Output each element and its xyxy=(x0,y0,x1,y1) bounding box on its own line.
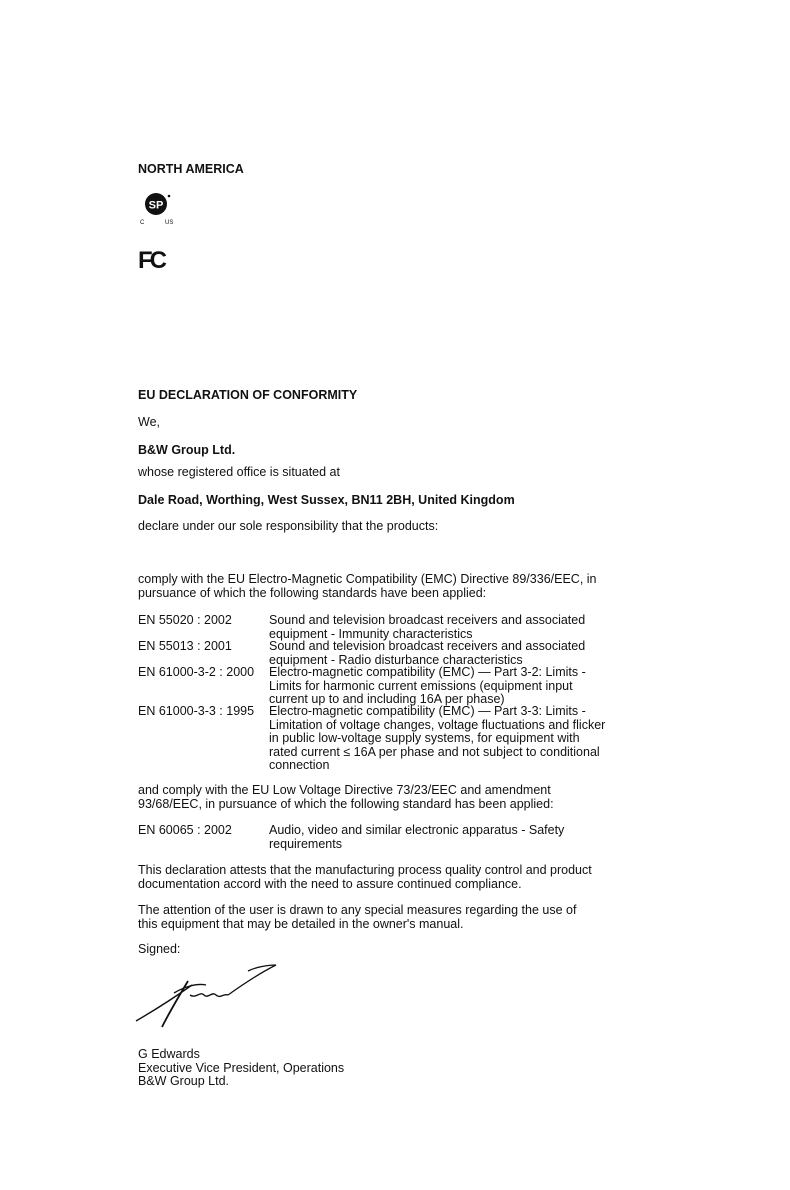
standard-code: EN 60065 : 2002 xyxy=(138,823,232,837)
company-address: Dale Road, Worthing, West Sussex, BN11 2BH, United Kingdom xyxy=(138,493,515,507)
standard-row xyxy=(138,705,638,773)
emc-paragraph xyxy=(138,573,597,600)
attention-paragraph xyxy=(138,904,576,931)
standard-description: Sound and television broadcast receivers and associated equipment - Radio disturbance characteristics xyxy=(269,639,586,667)
lvd-paragraph-line: 93/68/EEC, in pursuance of which the following standard has been applied: xyxy=(138,796,554,811)
eu-declaration-heading: EU DECLARATION OF CONFORMITY xyxy=(138,388,358,402)
standard-description: Sound and television broadcast receivers and associated equipment - Immunity characteristics xyxy=(269,613,586,641)
csa-c-mark: C xyxy=(140,220,145,226)
company-name: B&W Group Ltd. xyxy=(138,443,236,457)
office-intro: whose registered office is situated at xyxy=(138,465,340,479)
standard-row xyxy=(138,614,638,642)
attest-paragraph-line: documentation accord with the need to assure continued compliance. xyxy=(138,876,522,891)
signatory-name: G Edwards xyxy=(138,1047,200,1061)
signature-image xyxy=(130,955,290,1035)
fcc-logo xyxy=(138,246,178,272)
lvd-paragraph-line: and comply with the EU Low Voltage Directive 73/23/EEC and amendment xyxy=(138,783,551,797)
emc-paragraph-line: pursuance of which the following standards have been applied: xyxy=(138,585,487,600)
attention-paragraph-line: The attention of the user is drawn to any special measures regarding the use of xyxy=(138,903,577,917)
signatory-block xyxy=(138,1048,344,1089)
attest-paragraph-line: This declaration attests that the manufacturing process quality control and product xyxy=(138,863,592,877)
standard-code: EN 61000-3-2 : 2000 xyxy=(138,665,255,679)
standard-row xyxy=(138,640,638,668)
signed-label: Signed: xyxy=(138,942,181,956)
we-text: We, xyxy=(138,415,160,429)
standard-row xyxy=(138,666,638,708)
attest-paragraph xyxy=(138,864,592,891)
csa-certification-logo xyxy=(138,190,178,230)
csa-letters: SP xyxy=(148,199,164,212)
standard-code: EN 55020 : 2002 xyxy=(138,613,232,627)
lvd-paragraph xyxy=(138,784,554,811)
standard-row xyxy=(138,824,638,852)
declare-text: declare under our sole responsibility that the products: xyxy=(138,519,439,533)
north-america-heading: NORTH AMERICA xyxy=(138,162,244,176)
standard-description: Electro-magnetic compatibility (EMC) — Part 3-2: Limits - Limits for harmonic current emissions (equipment input current up to and including 16A per phase) xyxy=(269,665,586,706)
signatory-title: Executive Vice President, Operations xyxy=(138,1060,345,1075)
emc-paragraph-line: comply with the EU Electro-Magnetic Compatibility (EMC) Directive 89/336/EEC, in xyxy=(138,572,597,586)
standard-code: EN 55013 : 2001 xyxy=(138,639,232,653)
fcc-letters: FC xyxy=(138,247,164,272)
attention-paragraph-line: this equipment that may be detailed in the owner's manual. xyxy=(138,916,464,931)
signatory-company: B&W Group Ltd. xyxy=(138,1074,230,1088)
csa-us-mark: US xyxy=(165,220,174,226)
standard-description: Audio, video and similar electronic apparatus - Safety requirements xyxy=(269,823,565,851)
standard-description: Electro-magnetic compatibility (EMC) — Part 3-3: Limits - Limitation of voltage changes, voltage fluctuations and flicker in public low-voltage supply systems, for equipment with rated current ≤ 16A per phase and not subject to conditional connection xyxy=(269,704,606,772)
standard-code: EN 61000-3-3 : 1995 xyxy=(138,704,255,718)
